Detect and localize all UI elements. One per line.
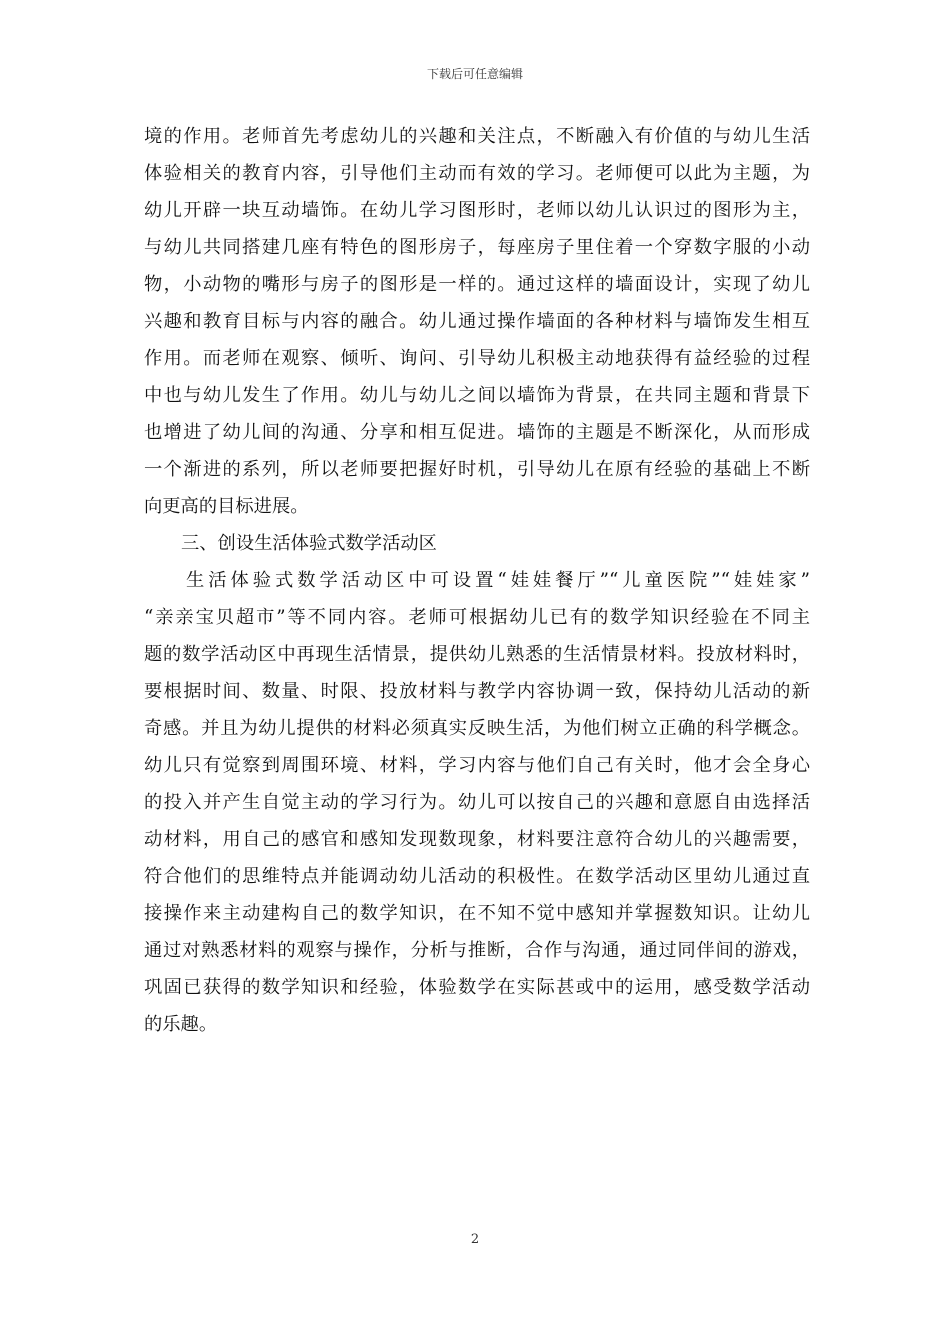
text-line: 的乐趣。 (144, 1014, 218, 1035)
text-line: 一个渐进的系列，所以老师要把握好时机，引导幼儿在原有经验的基础上不断 (144, 459, 810, 480)
text-line: 生活体验式数学活动区中可设置“娃娃餐厅”“儿童医院”“娃娃家” (186, 570, 810, 591)
text-line: 的投入并产生自觉主动的学习行为。幼儿可以按自己的兴趣和意愿自由选择活 (144, 792, 810, 813)
text-line: 题的数学活动区中再现生活情景，提供幼儿熟悉的生活情景材料。投放材料时， (144, 644, 810, 665)
text-line: 要根据时间、数量、时限、投放材料与教学内容协调一致，保持幼儿活动的新 (144, 681, 810, 702)
text-line: “亲亲宝贝超市”等不同内容。老师可根据幼儿已有的数学知识经验在不同主 (144, 607, 810, 628)
text-line: 巩固已获得的数学知识和经验，体验数学在实际甚或中的运用，感受数学活动 (144, 977, 810, 998)
text-line: 幼儿只有觉察到周围环境、材料，学习内容与他们自己有关时，他才会全身心 (144, 755, 810, 776)
page-header: 下载后可任意编辑 (426, 67, 523, 81)
document-body (144, 118, 810, 1043)
section-heading: 三、创设生活体验式数学活动区 (181, 533, 437, 554)
text-line: 符合他们的思维特点并能调动幼儿活动的积极性。在数学活动区里幼儿通过直 (144, 866, 810, 887)
text-line: 兴趣和教育目标与内容的融合。幼儿通过操作墙面的各种材料与墙饰发生相互 (144, 311, 810, 332)
text-line: 通过对熟悉材料的观察与操作，分析与推断，合作与沟通，通过同伴间的游戏， (144, 940, 810, 961)
text-line: 幼儿开辟一块互动墙饰。在幼儿学习图形时，老师以幼儿认识过的图形为主， (144, 200, 810, 221)
page-number: 2 (470, 1232, 480, 1247)
text-line: 境的作用。老师首先考虑幼儿的兴趣和关注点，不断融入有价值的与幼儿生活 (144, 126, 810, 147)
text-line: 中也与幼儿发生了作用。幼儿与幼儿之间以墙饰为背景，在共同主题和背景下 (144, 385, 810, 406)
text-line: 与幼儿共同搭建几座有特色的图形房子，每座房子里住着一个穿数字服的小动 (144, 237, 810, 258)
text-line: 奇感。并且为幼儿提供的材料必须真实反映生活，为他们树立正确的科学概念。 (144, 718, 810, 739)
text-line: 作用。而老师在观察、倾听、询问、引导幼儿积极主动地获得有益经验的过程 (144, 348, 810, 369)
text-line: 体验相关的教育内容，引导他们主动而有效的学习。老师便可以此为主题，为 (144, 163, 810, 184)
text-line: 向更高的目标进展。 (144, 496, 309, 517)
text-line: 动材料，用自己的感官和感知发现数现象，材料要注意符合幼儿的兴趣需要， (144, 829, 810, 850)
text-line: 也增进了幼儿间的沟通、分享和相互促进。墙饰的主题是不断深化，从而形成 (144, 422, 810, 443)
text-line: 物，小动物的嘴形与房子的图形是一样的。通过这样的墙面设计，实现了幼儿 (144, 274, 810, 295)
text-line: 接操作来主动建构自己的数学知识，在不知不觉中感知并掌握数知识。让幼儿 (144, 903, 810, 924)
